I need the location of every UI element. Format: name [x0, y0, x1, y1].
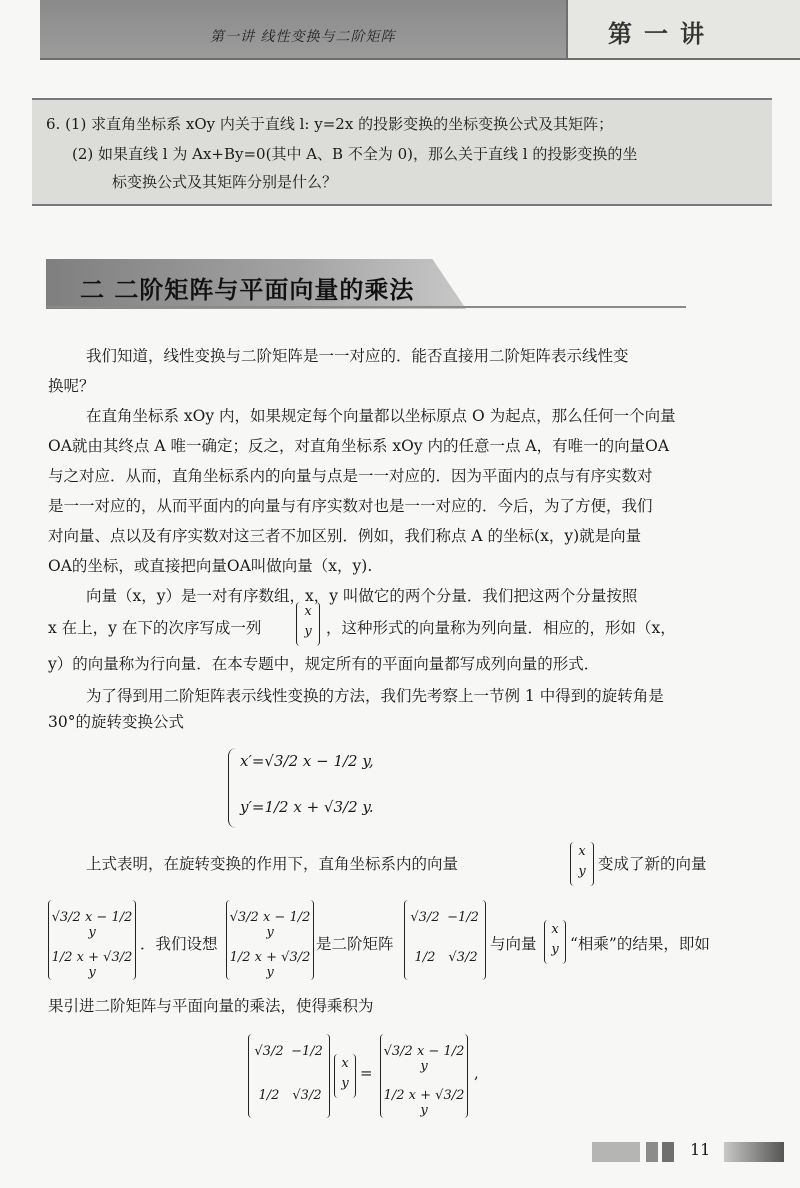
column-vector-xy-4 [334, 1054, 356, 1098]
footer-bar-mid [646, 1142, 658, 1162]
vec-y: y [341, 1076, 349, 1091]
result-row-1: √3/2 x − 1/2 y [51, 910, 133, 940]
body-p4a: 为了得到用二阶矩阵表示线性变换的方法，我们先考察上一节例 1 中得到的旋转角是 [86, 687, 664, 705]
product-vector [380, 1034, 468, 1118]
exercise-line-3: 标变换公式及其矩阵分别是什么？ [112, 173, 338, 191]
body-p3a: 向量（x，y）是一对有序数组，x，y 叫做它的两个分量．我们把这两个分量按照 [86, 587, 638, 605]
body-p3b-pre: x 在上，y 在下的次序写成一列 [48, 619, 262, 637]
m21: 1/2 [414, 950, 436, 965]
body-p2f: OA的坐标，或直接把向量OA叫做向量（x，y). [48, 557, 373, 575]
chapter-title: 第一讲 线性变换与二阶矩阵 [210, 29, 396, 45]
body-p2b: OA就由其终点 A 唯一确定；反之，对直角坐标系 xOy 内的任意一点 A，有唯一的向量OA [48, 437, 670, 455]
vec-x: x [304, 604, 312, 619]
result-row-2: 1/2 x + √3/2 y [383, 1088, 465, 1118]
vec-y: y [551, 942, 559, 957]
vec-x: x [578, 844, 586, 859]
equation-1: x′=√3/2 x − 1/2 y, [240, 752, 374, 770]
page-number: 11 [690, 1140, 711, 1159]
exercise-box [32, 98, 772, 206]
footer-bar-left [592, 1142, 640, 1162]
m22: √3/2 [448, 950, 478, 965]
chapter-tab [566, 0, 800, 58]
body-p5b-2: 是二阶矩阵 [316, 935, 394, 953]
footer-bar-right [724, 1142, 784, 1162]
rotation-matrix [404, 900, 486, 980]
chapter-tab-label: 第一讲 [608, 19, 716, 48]
body-p5b-4: “相乘”的结果，即如 [570, 935, 710, 953]
body-p5b-1: ．我们设想 [140, 935, 218, 953]
equals-sign: = [360, 1064, 373, 1082]
equation-2: y′=1/2 x + √3/2 y. [240, 798, 374, 816]
body-p5a-post: 变成了新的向量 [598, 855, 707, 873]
section-underline [46, 306, 686, 308]
m22: √3/2 [292, 1088, 322, 1103]
result-vector-2 [226, 900, 314, 980]
exercise-line-1: 6. (1) 求直角坐标系 xOy 内关于直线 l: y=2x 的投影变换的坐标变换公式及其矩阵； [46, 115, 614, 133]
column-vector-xy [296, 602, 320, 646]
body-p3b-post: ，这种形式的向量称为列向量．相应的，形如（x， [326, 619, 676, 637]
result-row-2: 1/2 x + √3/2 y [229, 950, 311, 980]
trailing-comma: , [474, 1064, 479, 1082]
column-vector-xy-3 [544, 920, 566, 964]
body-p4b: 30°的旋转变换公式 [48, 713, 184, 731]
vec-x: x [341, 1056, 349, 1071]
equation-brace [228, 748, 239, 828]
body-p1b: 换呢？ [48, 377, 95, 395]
result-vector-1 [48, 900, 136, 980]
m21: 1/2 [258, 1088, 280, 1103]
result-row-2: 1/2 x + √3/2 y [51, 950, 133, 980]
body-p3c: y）的向量称为行向量．在本专题中，规定所有的平面向量都写成列向量的形式． [48, 655, 600, 673]
body-p5a-pre: 上式表明，在旋转变换的作用下，直角坐标系内的向量 [86, 855, 459, 873]
m12: −1/2 [291, 1044, 323, 1059]
vec-y: y [578, 864, 586, 879]
exercise-line-2: (2) 如果直线 l 为 Ax+By=0(其中 A、B 不全为 0)，那么关于直线 l 的投影变换的坐 [72, 145, 638, 163]
m11: √3/2 [254, 1044, 284, 1059]
vec-y: y [304, 624, 312, 639]
column-vector-xy-2 [570, 842, 594, 886]
section-title: 二 二阶矩阵与平面向量的乘法 [80, 276, 415, 304]
body-p2c: 与之对应．从而，直角坐标系内的向量与点是一一对应的．因为平面内的点与有序实数对 [48, 467, 653, 485]
m11: √3/2 [410, 910, 440, 925]
body-p5b-3: 与向量 [490, 935, 537, 953]
body-p2d: 是一一对应的，从而平面内的向量与有序实数对也是一一对应的．今后，为了方便，我们 [48, 497, 653, 515]
page-header [40, 0, 800, 60]
vec-x: x [551, 922, 559, 937]
m12: −1/2 [447, 910, 479, 925]
result-row-1: √3/2 x − 1/2 y [383, 1044, 465, 1074]
body-p2e: 对向量、点以及有序实数对这三者不加区别．例如，我们称点 A 的坐标(x，y)就是向量 [48, 527, 642, 545]
result-row-1: √3/2 x − 1/2 y [229, 910, 311, 940]
rotation-matrix-2 [248, 1034, 330, 1118]
body-p2a: 在直角坐标系 xOy 内，如果规定每个向量都以坐标原点 O 为起点，那么任何一个向量 [86, 407, 676, 425]
body-p1: 我们知道，线性变换与二阶矩阵是一一对应的．能否直接用二阶矩阵表示线性变 [86, 347, 629, 365]
body-p6: 果引进二阶矩阵与平面向量的乘法，使得乘积为 [48, 997, 374, 1015]
footer-bar-mid2 [662, 1142, 674, 1162]
